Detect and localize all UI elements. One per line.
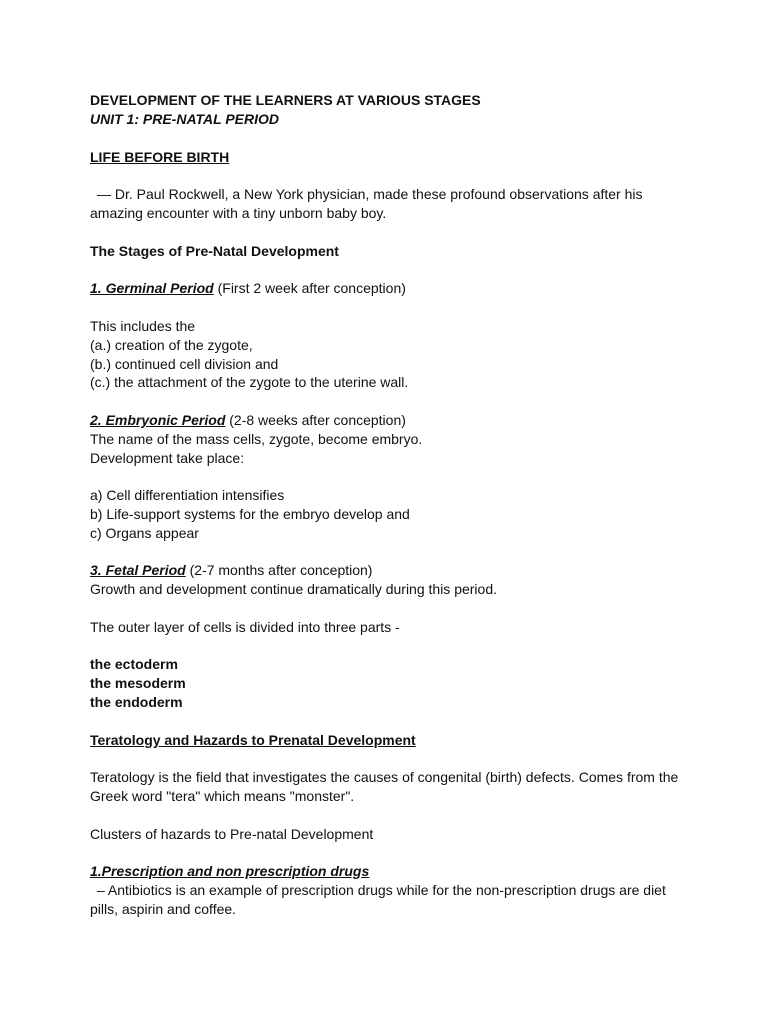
embryonic-note: (2-8 weeks after conception)	[225, 412, 406, 428]
embryonic-title: 2. Embryonic Period	[90, 412, 226, 428]
unit-heading: UNIT 1: PRE-NATAL PERIOD	[90, 111, 280, 127]
germinal-item: (b.) continued cell division and	[90, 356, 279, 372]
embryonic-item: c) Organs appear	[90, 525, 199, 541]
teratology-text: Teratology is the field that investigates the causes of congenital (birth) defects. Comes from the	[90, 769, 679, 785]
teratology-text: Greek word "tera" which means "monster".	[90, 788, 355, 804]
layers-intro: The outer layer of cells is divided into three parts -	[90, 619, 400, 635]
teratology-heading: Teratology and Hazards to Prenatal Development	[90, 732, 416, 748]
intro-line-2: amazing encounter with a tiny unborn baby boy.	[90, 205, 387, 221]
germinal-item: (a.) creation of the zygote,	[90, 337, 253, 353]
drugs-text: – Antibiotics is an example of prescription drugs while for the non-prescription drugs are diet	[97, 882, 666, 898]
germinal-item: (c.) the attachment of the zygote to the uterine wall.	[90, 374, 409, 390]
embryonic-line: The name of the mass cells, zygote, become embryo.	[90, 431, 423, 447]
intro-line-1: — Dr. Paul Rockwell, a New York physician, made these profound observations after his	[97, 186, 643, 202]
fetal-line: Growth and development continue dramatically during this period.	[90, 581, 498, 597]
embryonic-item: a) Cell differentiation intensifies	[90, 487, 285, 503]
germinal-title: 1. Germinal Period	[90, 280, 214, 296]
fetal-title: 3. Fetal Period	[90, 562, 186, 578]
germinal-heading	[90, 279, 690, 298]
layer-item: the endoderm	[90, 694, 183, 710]
document-title: DEVELOPMENT OF THE LEARNERS AT VARIOUS STAGES	[90, 92, 481, 108]
germinal-note: (First 2 week after conception)	[213, 280, 406, 296]
stages-heading: The Stages of Pre-Natal Development	[90, 243, 339, 259]
drugs-text: pills, aspirin and coffee.	[90, 901, 237, 917]
embryonic-item: b) Life-support systems for the embryo develop and	[90, 506, 410, 522]
layer-item: the mesoderm	[90, 675, 186, 691]
drugs-heading: 1.Prescription and non prescription drugs	[90, 863, 370, 879]
clusters-line: Clusters of hazards to Pre-natal Development	[90, 826, 374, 842]
embryonic-heading	[90, 411, 690, 430]
section-heading: LIFE BEFORE BIRTH	[90, 149, 230, 165]
embryonic-line: Development take place:	[90, 450, 245, 466]
fetal-note: (2-7 months after conception)	[185, 562, 373, 578]
fetal-heading	[90, 561, 690, 580]
layer-item: the ectoderm	[90, 656, 178, 672]
germinal-intro: This includes the	[90, 318, 196, 334]
